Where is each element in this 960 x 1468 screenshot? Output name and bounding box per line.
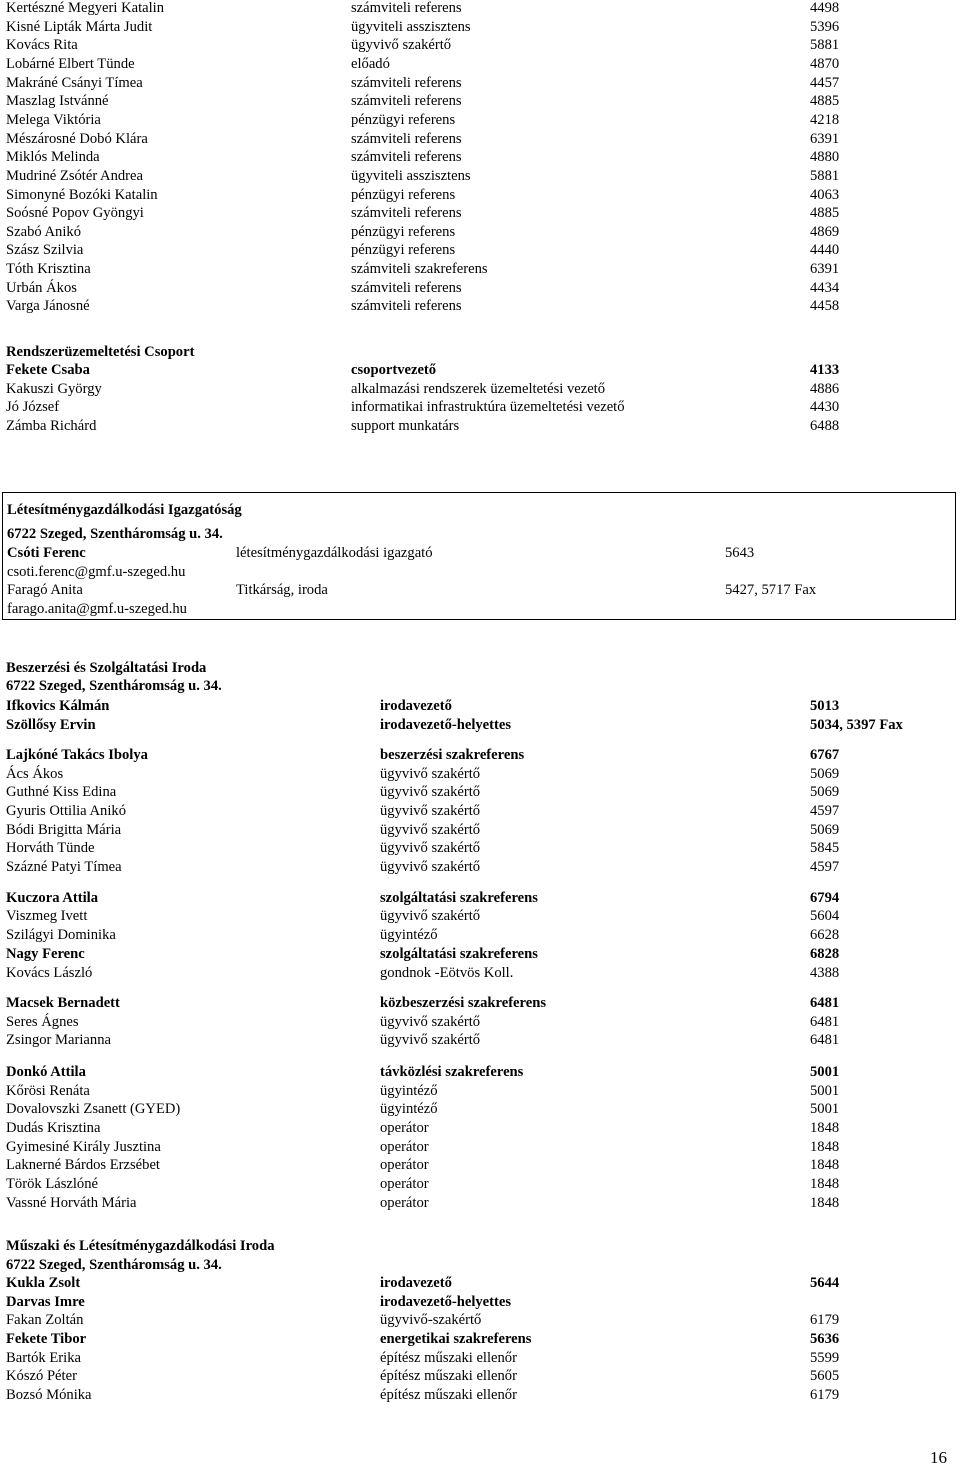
person-name: Lobárné Elbert Tünde: [6, 55, 135, 72]
list-item: [6, 994, 956, 1013]
email-line: [7, 563, 957, 582]
list-item: [6, 802, 956, 821]
phone-extension: 5636: [810, 1331, 840, 1347]
person-name: Ács Ákos: [6, 766, 64, 782]
job-title: operátor: [380, 1139, 429, 1155]
person-name: Melega Viktória: [6, 111, 101, 128]
job-title: ügyintéző: [380, 927, 438, 943]
phone-extension: 5881: [810, 37, 840, 54]
person-name: Gyuris Ottilia Anikó: [6, 803, 126, 819]
job-title: szolgáltatási szakreferens: [380, 946, 538, 962]
list-item: [6, 297, 956, 316]
job-title: építész műszaki ellenőr: [380, 1368, 517, 1384]
job-title: pénzügyi referens: [351, 186, 456, 203]
job-title: ügyvivő szakértő: [380, 822, 481, 838]
phone-extension: 6481: [810, 1032, 840, 1048]
job-title: gondnok -Eötvös Koll.: [380, 965, 514, 981]
job-title: számviteli referens: [351, 149, 462, 166]
phone-extension: 4870: [810, 55, 840, 72]
list-item: [6, 186, 956, 205]
job-title: pénzügyi referens: [351, 223, 456, 240]
person-name: Dovalovszki Zsanett (GYED): [6, 1101, 181, 1117]
person-name: Kőrösi Renáta: [6, 1083, 90, 1099]
job-title: számviteli referens: [351, 205, 462, 222]
person-name: Laknerné Bárdos Erzsébet: [6, 1157, 160, 1173]
person-name: Bódi Brigitta Mária: [6, 822, 122, 838]
job-title: ügyintéző: [380, 1101, 438, 1117]
job-title: operátor: [380, 1157, 429, 1173]
section-address: [6, 677, 956, 696]
job-title: irodavezető-helyettes: [380, 717, 512, 733]
phone-extension: 1848: [810, 1120, 840, 1136]
email-line: [7, 600, 957, 619]
phone-extension: 4597: [810, 803, 840, 819]
phone-extension: 4388: [810, 965, 840, 981]
list-item: [6, 130, 956, 149]
list-item: [6, 223, 956, 242]
phone-extension: 6828: [810, 946, 840, 962]
phone-extension: 6179: [810, 1387, 840, 1403]
job-title: irodavezető: [380, 1275, 452, 1291]
person-name: Csóti Ferenc: [7, 545, 86, 561]
job-title: számviteli referens: [351, 130, 462, 147]
person-name: Kisné Lipták Márta Judit: [6, 18, 153, 35]
phone-extension: 4133: [810, 362, 840, 378]
phone-extension: 5845: [810, 840, 840, 856]
list-item: [6, 1311, 956, 1330]
list-item: [6, 1063, 956, 1082]
job-title: ügyvivő szakértő: [380, 1014, 481, 1030]
person-name: Ifkovics Kálmán: [6, 698, 110, 714]
person-name: Donkó Attila: [6, 1064, 86, 1080]
job-title: számviteli referens: [351, 74, 462, 91]
person-name: Seres Ágnes: [6, 1014, 79, 1030]
list-item: [6, 0, 956, 18]
address-text: 6722 Szeged, Szentháromság u. 34.: [7, 526, 223, 542]
person-name: Gyimesiné Király Jusztina: [6, 1139, 161, 1155]
list-item: [6, 1100, 956, 1119]
person-name: Kuczora Attila: [6, 890, 99, 906]
phone-extension: 6391: [810, 130, 840, 147]
job-title: informatikai infrastruktúra üzemeltetési vezető: [351, 399, 625, 415]
heading-text: Műszaki és Létesítménygazdálkodási Iroda: [6, 1238, 275, 1254]
phone-extension: 5604: [810, 908, 840, 924]
person-name: Horváth Tünde: [6, 840, 95, 856]
person-name: Kukla Zsolt: [6, 1275, 81, 1291]
phone-extension: 4440: [810, 242, 840, 259]
list-item: [6, 746, 956, 765]
phone-extension: 1848: [810, 1139, 840, 1155]
job-title: előadó: [351, 55, 390, 72]
list-item: [6, 964, 956, 983]
phone-extension: 6794: [810, 890, 840, 906]
job-title: ügyvivő szakértő: [380, 859, 481, 875]
person-name: Mudriné Zsótér Andrea: [6, 167, 143, 184]
person-name: Fekete Tibor: [6, 1331, 87, 1347]
section-heading: [7, 501, 957, 520]
phone-extension: 6481: [810, 1014, 840, 1030]
person-name: Urbán Ákos: [6, 279, 77, 296]
job-title: ügyvivő szakértő: [380, 803, 481, 819]
heading-text: Rendszerüzemeltetési Csoport: [6, 344, 195, 360]
list-item: [6, 92, 956, 111]
person-name: Macsek Bernadett: [6, 995, 120, 1011]
list-item: [7, 581, 957, 600]
email-address: csoti.ferenc@gmf.u-szeged.hu: [7, 564, 186, 580]
list-item: [6, 716, 956, 735]
phone-extension: 5643: [725, 545, 755, 561]
person-name: Százné Patyi Tímea: [6, 859, 122, 875]
list-item: [6, 839, 956, 858]
phone-extension: 5034, 5397 Fax: [810, 717, 903, 733]
phone-extension: 4218: [810, 111, 840, 128]
person-name: Kovács Rita: [6, 37, 78, 54]
list-item: [6, 260, 956, 279]
person-name: Varga Jánosné: [6, 298, 90, 315]
phone-extension: 6391: [810, 261, 840, 278]
phone-extension: 5644: [810, 1275, 840, 1291]
phone-extension: 1848: [810, 1195, 840, 1211]
job-title: operátor: [380, 1120, 429, 1136]
person-name: Zsingor Marianna: [6, 1032, 111, 1048]
person-name: Dudás Krisztina: [6, 1120, 101, 1136]
person-name: Bozsó Mónika: [6, 1387, 92, 1403]
person-name: Soósné Popov Gyöngyi: [6, 205, 144, 222]
job-title: ügyviteli asszisztens: [351, 18, 471, 35]
job-title: alkalmazási rendszerek üzemeltetési vezető: [351, 381, 606, 397]
page-number: 16: [930, 1448, 947, 1467]
section-heading: [6, 659, 956, 678]
list-item: [6, 204, 956, 223]
job-title: ügyvivő-szakértő: [380, 1312, 482, 1328]
person-name: Szilágyi Dominika: [6, 927, 116, 943]
list-item: [6, 398, 956, 417]
list-item: [6, 697, 956, 716]
list-item: [6, 1367, 956, 1386]
phone-extension: 6767: [810, 747, 840, 763]
job-title: ügyvivő szakértő: [380, 766, 481, 782]
phone-extension: 6488: [810, 418, 840, 434]
job-title: építész műszaki ellenőr: [380, 1387, 517, 1403]
person-name: Kószó Péter: [6, 1368, 77, 1384]
phone-extension: 5001: [810, 1101, 840, 1117]
job-title: ügyviteli asszisztens: [351, 167, 471, 184]
list-item: [6, 148, 956, 167]
list-item: [6, 765, 956, 784]
person-name: Nagy Ferenc: [6, 946, 85, 962]
phone-extension: 1848: [810, 1176, 840, 1192]
list-item: [6, 167, 956, 186]
job-title: ügyvivő szakértő: [380, 908, 481, 924]
phone-extension: 4886: [810, 381, 840, 397]
job-title: energetikai szakreferens: [380, 1331, 532, 1347]
phone-extension: 5427, 5717 Fax: [725, 582, 817, 598]
job-title: ügyvivő szakértő: [380, 840, 481, 856]
person-name: Szász Szilvia: [6, 242, 84, 259]
phone-extension: 4885: [810, 93, 840, 110]
job-title: support munkatárs: [351, 418, 460, 434]
list-item: [6, 1330, 956, 1349]
job-title: építész műszaki ellenőr: [380, 1350, 517, 1366]
list-item: [6, 1013, 956, 1032]
phone-extension: 5396: [810, 18, 840, 35]
address-text: 6722 Szeged, Szentháromság u. 34.: [6, 678, 222, 694]
job-title: ügyintéző: [380, 1083, 438, 1099]
phone-extension: 4597: [810, 859, 840, 875]
phone-extension: 6179: [810, 1312, 840, 1328]
job-title: számviteli referens: [351, 0, 462, 16]
phone-extension: 1848: [810, 1157, 840, 1173]
person-name: Kakuszi György: [6, 381, 102, 397]
list-item: [6, 380, 956, 399]
phone-extension: 4498: [810, 0, 840, 16]
person-name: Bartók Erika: [6, 1350, 81, 1366]
person-name: Kovács László: [6, 965, 93, 981]
person-name: Zámba Richárd: [6, 418, 97, 434]
job-title: irodavezető: [380, 698, 452, 714]
job-title: számviteli referens: [351, 93, 462, 110]
phone-extension: 6628: [810, 927, 840, 943]
person-name: Kertészné Megyeri Katalin: [6, 0, 165, 16]
person-name: Lajkóné Takács Ibolya: [6, 747, 148, 763]
list-item: [6, 55, 956, 74]
person-name: Faragó Anita: [7, 582, 83, 598]
list-item: [6, 1293, 956, 1312]
section-heading: [6, 343, 956, 362]
person-name: Guthné Kiss Edina: [6, 784, 117, 800]
phone-extension: 5881: [810, 167, 840, 184]
list-item: [6, 74, 956, 93]
job-title: számviteli referens: [351, 298, 462, 315]
list-item: [6, 1194, 956, 1213]
job-title: irodavezető-helyettes: [380, 1294, 512, 1310]
person-name: Fakan Zoltán: [6, 1312, 84, 1328]
phone-extension: 5001: [810, 1083, 840, 1099]
person-name: Simonyné Bozóki Katalin: [6, 186, 158, 203]
list-item: [6, 1031, 956, 1050]
person-name: Makráné Csányi Tímea: [6, 74, 143, 91]
phone-extension: 5013: [810, 698, 840, 714]
person-name: Miklós Melinda: [6, 149, 100, 166]
heading-text: Beszerzési és Szolgáltatási Iroda: [6, 660, 207, 676]
section-address: [7, 525, 957, 544]
phone-extension: 5605: [810, 1368, 840, 1384]
phone-extension: 5069: [810, 784, 840, 800]
person-name: Török Lászlóné: [6, 1176, 98, 1192]
list-item: [6, 111, 956, 130]
phone-extension: 4430: [810, 399, 840, 415]
list-item: [6, 279, 956, 298]
address-text: 6722 Szeged, Szentháromság u. 34.: [6, 1257, 222, 1273]
phone-extension: 4885: [810, 205, 840, 222]
job-title: számviteli referens: [351, 279, 462, 296]
list-item: [6, 1082, 956, 1101]
list-item: [6, 926, 956, 945]
phone-extension: 4434: [810, 279, 840, 296]
list-item: [6, 36, 956, 55]
person-name: Szabó Anikó: [6, 223, 81, 240]
phone-extension: 4458: [810, 298, 840, 315]
job-title: Titkárság, iroda: [236, 582, 328, 598]
person-name: Viszmeg Ivett: [6, 908, 88, 924]
job-title: operátor: [380, 1176, 429, 1192]
person-name: Maszlag Istvánné: [6, 93, 109, 110]
phone-extension: 5001: [810, 1064, 840, 1080]
job-title: beszerzési szakreferens: [380, 747, 525, 763]
list-item: [6, 1386, 956, 1405]
list-item: [6, 1156, 956, 1175]
list-item: [6, 907, 956, 926]
job-title: távközlési szakreferens: [380, 1064, 524, 1080]
list-item: [6, 361, 956, 380]
person-name: Tóth Krisztina: [6, 261, 91, 278]
list-item: [6, 417, 956, 436]
list-item: [6, 1274, 956, 1293]
heading-text: Létesítménygazdálkodási Igazgatóság: [7, 502, 242, 518]
list-item: [6, 821, 956, 840]
person-name: Darvas Imre: [6, 1294, 85, 1310]
list-item: [7, 544, 957, 563]
phone-extension: 5069: [810, 822, 840, 838]
person-name: Jó József: [6, 399, 60, 415]
job-title: létesítménygazdálkodási igazgató: [236, 545, 433, 561]
person-name: Szöllősy Ervin: [6, 717, 96, 733]
job-title: ügyvivő szakértő: [380, 784, 481, 800]
phone-extension: 4880: [810, 149, 840, 166]
job-title: szolgáltatási szakreferens: [380, 890, 538, 906]
list-item: [6, 1349, 956, 1368]
list-item: [6, 945, 956, 964]
list-item: [6, 241, 956, 260]
person-name: Vassné Horváth Mária: [6, 1195, 137, 1211]
section-address: [6, 1256, 956, 1275]
job-title: pénzügyi referens: [351, 111, 456, 128]
job-title: ügyvivő szakértő: [351, 37, 452, 54]
list-item: [6, 1138, 956, 1157]
phone-extension: 4869: [810, 223, 840, 240]
person-name: Fekete Csaba: [6, 362, 90, 378]
job-title: pénzügyi referens: [351, 242, 456, 259]
section-letesitmeny-igazgatosag: [2, 492, 956, 620]
list-item: [6, 783, 956, 802]
list-item: [6, 858, 956, 877]
phone-extension: 5069: [810, 766, 840, 782]
job-title: operátor: [380, 1195, 429, 1211]
list-item: [6, 1119, 956, 1138]
job-title: közbeszerzési szakreferens: [380, 995, 547, 1011]
email-address: farago.anita@gmf.u-szeged.hu: [7, 601, 187, 617]
job-title: csoportvezető: [351, 362, 437, 378]
job-title: számviteli szakreferens: [351, 261, 488, 278]
phone-extension: 4457: [810, 74, 840, 91]
list-item: [6, 18, 956, 37]
section-heading: [6, 1237, 956, 1256]
phone-extension: 5599: [810, 1350, 840, 1366]
phone-extension: 4063: [810, 186, 840, 203]
phone-extension: 6481: [810, 995, 840, 1011]
person-name: Mészárosné Dobó Klára: [6, 130, 148, 147]
list-item: [6, 1175, 956, 1194]
list-item: [6, 889, 956, 908]
job-title: ügyvivő szakértő: [380, 1032, 481, 1048]
